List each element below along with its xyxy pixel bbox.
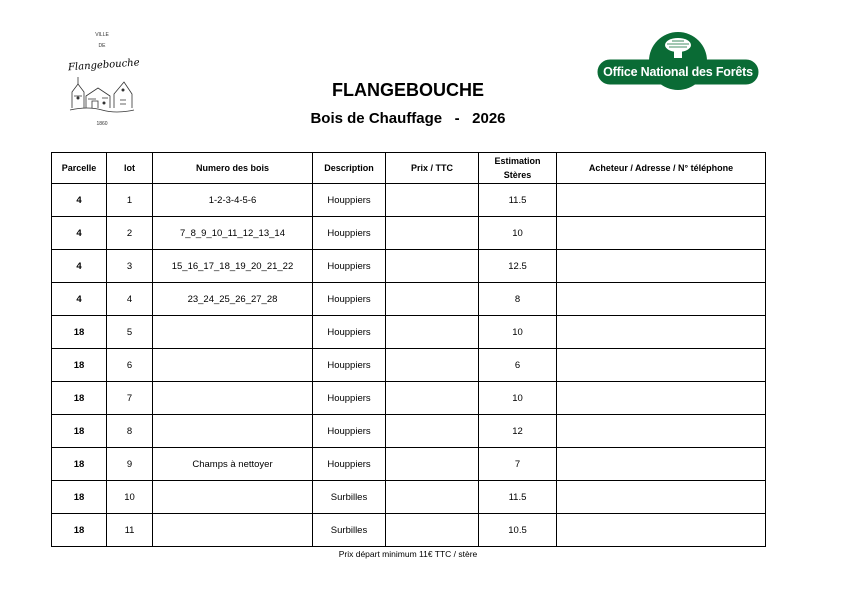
- lot-cell: 11: [107, 514, 153, 547]
- acheteur-cell: [557, 514, 766, 547]
- parcelle-cell: 4: [52, 217, 107, 250]
- column-header: Estimation Stères: [479, 153, 557, 184]
- lot-cell: 7: [107, 382, 153, 415]
- column-header: lot: [107, 153, 153, 184]
- numero-bois-cell: [153, 349, 313, 382]
- onf-logo-text: Office National des Forêts: [603, 65, 753, 79]
- parcelle-cell: 18: [52, 316, 107, 349]
- crest-bottom-text: 1860: [96, 121, 108, 127]
- lot-cell: 3: [107, 250, 153, 283]
- description-cell: Surbilles: [313, 481, 386, 514]
- numero-bois-cell: [153, 481, 313, 514]
- numero-bois-cell: 23_24_25_26_27_28: [153, 283, 313, 316]
- parcelle-cell: 18: [52, 448, 107, 481]
- estimation-cell: 10.5: [479, 514, 557, 547]
- numero-bois-cell: Champs à nettoyer: [153, 448, 313, 481]
- estimation-cell: 6: [479, 349, 557, 382]
- estimation-cell: 11.5: [479, 481, 557, 514]
- page-title: FLANGEBOUCHE: [332, 80, 484, 100]
- lot-cell: 6: [107, 349, 153, 382]
- prix-cell: [386, 283, 479, 316]
- table-row: [52, 481, 766, 514]
- lots-table-body: [52, 184, 766, 547]
- parcelle-cell: 4: [52, 250, 107, 283]
- page-subtitle: Bois de Chauffage - 2026: [310, 110, 506, 127]
- estimation-cell: 11.5: [479, 184, 557, 217]
- description-cell: Houppiers: [313, 283, 386, 316]
- acheteur-cell: [557, 415, 766, 448]
- estimation-cell: 7: [479, 448, 557, 481]
- table-row: [52, 349, 766, 382]
- footer-note: Prix départ minimum 11€ TTC / stère: [338, 549, 478, 559]
- description-cell: Houppiers: [313, 415, 386, 448]
- parcelle-cell: 4: [52, 283, 107, 316]
- town-crest-logo: [66, 30, 138, 128]
- column-header: Prix / TTC: [386, 153, 479, 184]
- numero-bois-cell: [153, 415, 313, 448]
- onf-logo: [596, 32, 760, 92]
- table-row: [52, 316, 766, 349]
- table-row: [52, 184, 766, 217]
- numero-bois-cell: [153, 316, 313, 349]
- lot-cell: 8: [107, 415, 153, 448]
- acheteur-cell: [557, 382, 766, 415]
- acheteur-cell: [557, 184, 766, 217]
- lot-cell: 4: [107, 283, 153, 316]
- acheteur-cell: [557, 250, 766, 283]
- prix-cell: [386, 250, 479, 283]
- description-cell: Houppiers: [313, 382, 386, 415]
- table-row: [52, 250, 766, 283]
- numero-bois-cell: [153, 514, 313, 547]
- estimation-cell: 8: [479, 283, 557, 316]
- table-header-row: [52, 153, 766, 184]
- parcelle-cell: 18: [52, 514, 107, 547]
- lot-cell: 10: [107, 481, 153, 514]
- prix-cell: [386, 481, 479, 514]
- column-header: Parcelle: [52, 153, 107, 184]
- parcelle-cell: 18: [52, 349, 107, 382]
- column-header: Acheteur / Adresse / N° téléphone: [557, 153, 766, 184]
- parcelle-cell: 18: [52, 481, 107, 514]
- estimation-cell: 10: [479, 217, 557, 250]
- lot-cell: 1: [107, 184, 153, 217]
- description-cell: Houppiers: [313, 349, 386, 382]
- crest-top-text: VILLE: [95, 32, 109, 38]
- crest-mid-text: DE: [98, 43, 106, 49]
- prix-cell: [386, 316, 479, 349]
- description-cell: Houppiers: [313, 316, 386, 349]
- parcelle-cell: 18: [52, 382, 107, 415]
- description-cell: Houppiers: [313, 217, 386, 250]
- description-cell: Houppiers: [313, 250, 386, 283]
- table-row: [52, 382, 766, 415]
- table-row: [52, 217, 766, 250]
- column-header: Description: [313, 153, 386, 184]
- crest-name: Flangebouche: [67, 57, 140, 74]
- acheteur-cell: [557, 316, 766, 349]
- table-row: [52, 514, 766, 547]
- lots-table: [51, 152, 766, 547]
- parcelle-cell: 18: [52, 415, 107, 448]
- column-header: Numero des bois: [153, 153, 313, 184]
- prix-cell: [386, 349, 479, 382]
- acheteur-cell: [557, 448, 766, 481]
- numero-bois-cell: 15_16_17_18_19_20_21_22: [153, 250, 313, 283]
- acheteur-cell: [557, 349, 766, 382]
- lot-cell: 5: [107, 316, 153, 349]
- lot-cell: 9: [107, 448, 153, 481]
- description-cell: Houppiers: [313, 184, 386, 217]
- estimation-cell: 10: [479, 316, 557, 349]
- prix-cell: [386, 448, 479, 481]
- acheteur-cell: [557, 217, 766, 250]
- prix-cell: [386, 514, 479, 547]
- numero-bois-cell: 1-2-3-4-5-6: [153, 184, 313, 217]
- lot-cell: 2: [107, 217, 153, 250]
- acheteur-cell: [557, 481, 766, 514]
- table-row: [52, 448, 766, 481]
- description-cell: Houppiers: [313, 448, 386, 481]
- estimation-cell: 12.5: [479, 250, 557, 283]
- estimation-cell: 12: [479, 415, 557, 448]
- prix-cell: [386, 382, 479, 415]
- estimation-cell: 10: [479, 382, 557, 415]
- village-drawing-icon: [68, 74, 136, 114]
- numero-bois-cell: [153, 382, 313, 415]
- prix-cell: [386, 184, 479, 217]
- table-row: [52, 415, 766, 448]
- description-cell: Surbilles: [313, 514, 386, 547]
- table-row: [52, 283, 766, 316]
- numero-bois-cell: 7_8_9_10_11_12_13_14: [153, 217, 313, 250]
- prix-cell: [386, 415, 479, 448]
- parcelle-cell: 4: [52, 184, 107, 217]
- acheteur-cell: [557, 283, 766, 316]
- prix-cell: [386, 217, 479, 250]
